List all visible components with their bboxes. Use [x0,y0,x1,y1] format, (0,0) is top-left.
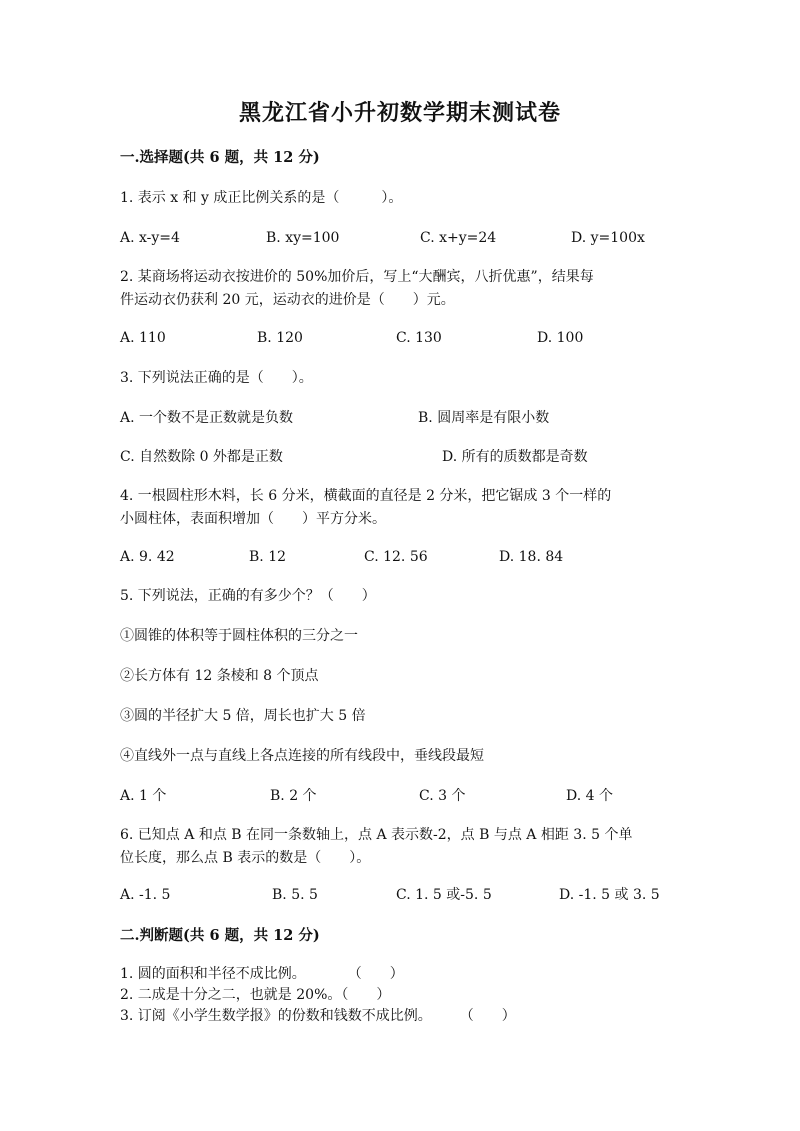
question-3-stem: 3. 下列说法正确的是（ ）。 [120,370,313,386]
question-5-option-a: A. 1 个 [120,788,167,804]
question-6-option-c: C. 1. 5 或-5. 5 [396,887,492,903]
question-4-stem-line-2: 小圆柱体，表面积增加（ ）平方分米。 [120,511,386,527]
question-1-stem: 1. 表示 x 和 y 成正比例关系的是（ ）。 [120,190,403,206]
question-1-option-b: B. xy=100 [266,230,340,246]
question-2-option-d: D. 100 [537,330,584,346]
question-4-option-b: B. 12 [249,549,287,565]
question-4-option-d: D. 18. 84 [499,549,564,565]
question-2-option-c: C. 130 [396,330,442,346]
question-4-stem-line-1: 4. 一根圆柱形木料，长 6 分米，横截面的直径是 2 分米，把它锯成 3 个一样的 [120,488,612,504]
question-1-option-a: A. x-y=4 [120,230,180,246]
question-3-option-c: C. 自然数除 0 外都是正数 [120,449,283,465]
question-5-option-d: D. 4 个 [566,788,613,804]
question-2-stem-line-1: 2. 某商场将运动衣按进价的 50%加价后，写上“大酬宾，八折优惠”，结果每 [120,269,594,285]
question-4-option-a: A. 9. 42 [120,549,175,565]
question-1-option-d: D. y=100x [571,230,645,246]
question-4-option-c: C. 12. 56 [364,549,428,565]
section-heading-choice: 一.选择题(共 6 题，共 12 分) [120,149,320,166]
question-5-option-b: B. 2 个 [270,788,317,804]
judgment-item-3: 3. 订阅《小学生数学报》的份数和钱数不成比例。 （ ） [120,1008,516,1024]
question-2-stem-line-2: 件运动衣仍获利 20 元，运动衣的进价是（ ）元。 [120,292,455,308]
question-5-statement-1: ①圆锥的体积等于圆柱体积的三分之一 [120,628,358,644]
question-3-option-a: A. 一个数不是正数就是负数 [120,410,294,426]
question-5-statement-2: ②长方体有 12 条棱和 8 个顶点 [120,668,319,684]
question-1-option-c: C. x+y=24 [420,230,497,246]
question-5-statement-4: ④直线外一点与直线上各点连接的所有线段中，垂线段最短 [120,748,484,764]
question-2-option-b: B. 120 [257,330,303,346]
question-5-option-c: C. 3 个 [419,788,466,804]
question-6-option-b: B. 5. 5 [272,887,318,903]
question-3-option-b: B. 圆周率是有限小数 [418,410,550,426]
question-6-stem-line-1: 6. 已知点 A 和点 B 在同一条数轴上，点 A 表示数-2，点 B 与点 A 相距 3. 5 个单 [120,827,633,843]
question-2-option-a: A. 110 [120,330,166,346]
judgment-item-2: 2. 二成是十分之二，也就是 20%。（ ） [120,987,391,1003]
page-title: 黑龙江省小升初数学期末测试卷 [238,100,561,126]
question-6-stem-line-2: 位长度，那么点 B 表示的数是（ ）。 [120,850,371,866]
question-5-stem: 5. 下列说法，正确的有多少个？（ ） [120,588,376,604]
question-5-statement-3: ③圆的半径扩大 5 倍，周长也扩大 5 倍 [120,708,366,724]
question-6-option-a: A. -1. 5 [120,887,171,903]
section-heading-judgment: 二.判断题(共 6 题，共 12 分) [120,927,320,944]
question-3-option-d: D. 所有的质数都是奇数 [442,449,588,465]
question-6-option-d: D. -1. 5 或 3. 5 [559,887,660,903]
judgment-item-1: 1. 圆的面积和半径不成比例。 （ ） [120,966,404,982]
